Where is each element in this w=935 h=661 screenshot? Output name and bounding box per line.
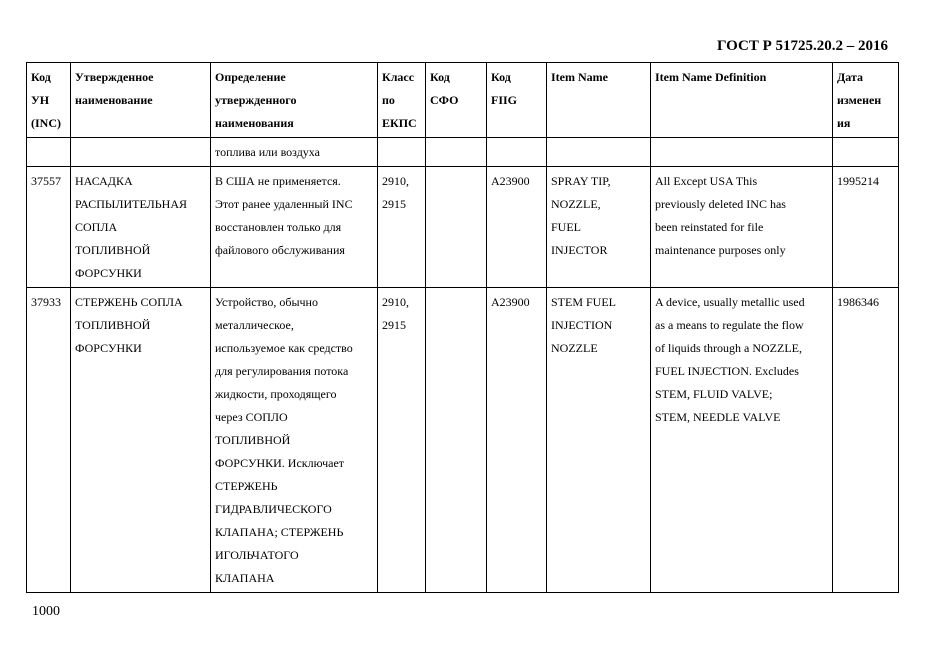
catalog-table: [26, 62, 899, 593]
cell-line: наименование: [75, 93, 153, 107]
cell-line: of liquids through a NOZZLE,: [655, 341, 802, 355]
document-standard-header: ГОСТ Р 51725.20.2 – 2016: [716, 38, 888, 54]
cell-line: СТЕРЖЕНЬ СОПЛА: [75, 295, 183, 309]
cell-ekps-class: [378, 138, 426, 167]
cell-sfo-code: [426, 167, 487, 288]
cell-line: КЛАПАНА: [215, 571, 275, 585]
header-item-name: [547, 63, 651, 138]
header-item-name-definition: [651, 63, 833, 138]
cell-line: STEM FUEL: [551, 295, 617, 309]
header-ekps-class: [378, 63, 426, 138]
cell-name-definition: [211, 167, 378, 288]
cell-line: наименования: [215, 116, 294, 130]
cell-line: FUEL: [551, 220, 581, 234]
cell-line: для регулирования потока: [215, 364, 349, 378]
cell-line: FUEL INJECTION. Excludes: [655, 364, 799, 378]
cell-item-name: [547, 138, 651, 167]
cell-line: 2910,: [382, 295, 409, 309]
table-row: [27, 288, 899, 593]
cell-line: FIIG: [491, 93, 518, 107]
cell-line: Устройство, обычно: [215, 295, 318, 309]
cell-line: Item Name Definition: [655, 70, 767, 84]
header-inc-code: [27, 63, 71, 138]
cell-line: Код: [491, 70, 511, 84]
page-number: 1000: [32, 604, 60, 619]
header-fiig-code: [487, 63, 547, 138]
cell-line: используемое как средство: [215, 341, 353, 355]
cell-line: СОПЛА: [75, 220, 118, 234]
cell-line: ЕКПС: [382, 116, 417, 130]
cell-change-date: [833, 138, 899, 167]
cell-name-definition: [211, 138, 378, 167]
table-row: [27, 167, 899, 288]
cell-line: Этот ранее удаленный INC: [215, 197, 353, 211]
cell-line: Item Name: [551, 70, 608, 84]
cell-item-name: [547, 167, 651, 288]
cell-approved-name: [71, 138, 211, 167]
cell-line: ия: [837, 116, 851, 130]
cell-line: STEM, NEEDLE VALVE: [655, 410, 781, 424]
cell-line: ФОРСУНКИ: [75, 266, 142, 280]
cell-line: металлическое,: [215, 318, 294, 332]
cell-sfo-code: [426, 138, 487, 167]
cell-line: СТЕРЖЕНЬ: [215, 479, 278, 493]
cell-line: NOZZLE,: [551, 197, 601, 211]
cell-line: Класс: [382, 70, 415, 84]
cell-line: 2915: [382, 197, 406, 211]
cell-line: 2915: [382, 318, 406, 332]
cell-line: восстановлен только для: [215, 220, 342, 234]
cell-line: STEM, FLUID VALVE;: [655, 387, 773, 401]
cell-fiig-code: [487, 167, 547, 288]
header-approved-name: [71, 63, 211, 138]
cell-line: РАСПЫЛИТЕЛЬНАЯ: [75, 197, 188, 211]
cell-item-name-definition: [651, 138, 833, 167]
header-sfo-code: [426, 63, 487, 138]
cell-line: жидкости, проходящего: [215, 387, 337, 401]
cell-line: A device, usually metallic used: [655, 295, 805, 309]
cell-line: 37557: [31, 174, 61, 188]
cell-line: изменен: [837, 93, 882, 107]
cell-line: файлового обслуживания: [215, 243, 345, 257]
cell-line: ТОПЛИВНОЙ: [215, 433, 291, 447]
cell-line: Код: [430, 70, 450, 84]
cell-line: ФОРСУНКИ. Исключает: [215, 456, 345, 470]
cell-fiig-code: [487, 138, 547, 167]
cell-line: В США не применяется.: [215, 174, 341, 188]
cell-line: been reinstated for file: [655, 220, 764, 234]
cell-change-date: [833, 288, 899, 593]
cell-line: A23900: [491, 295, 530, 309]
table-row-continuation: [27, 138, 899, 167]
cell-line: Определение: [215, 70, 286, 84]
cell-line: Дата: [837, 70, 863, 84]
cell-line: топлива или воздуха: [215, 145, 320, 159]
cell-line: as a means to regulate the flow: [655, 318, 804, 332]
cell-line: КЛАПАНА; СТЕРЖЕНЬ: [215, 525, 344, 539]
cell-name-definition: [211, 288, 378, 593]
cell-line: A23900: [491, 174, 530, 188]
cell-line: 37933: [31, 295, 61, 309]
cell-line: ГИДРАВЛИЧЕСКОГО: [215, 502, 332, 516]
cell-line: Код: [31, 70, 51, 84]
cell-line: 1995214: [837, 174, 879, 188]
cell-change-date: [833, 167, 899, 288]
cell-line: ИГОЛЬЧАТОГО: [215, 548, 299, 562]
cell-line: НАСАДКА: [75, 174, 133, 188]
table-header-row: [27, 63, 899, 138]
cell-line: previously deleted INC has: [655, 197, 786, 211]
cell-ekps-class: [378, 288, 426, 593]
cell-line: утвержденного: [215, 93, 297, 107]
cell-line: Утвержденное: [75, 70, 154, 84]
cell-inc-code: [27, 288, 71, 593]
cell-item-name: [547, 288, 651, 593]
cell-sfo-code: [426, 288, 487, 593]
cell-line: по: [382, 93, 395, 107]
cell-item-name-definition: [651, 167, 833, 288]
cell-line: СФО: [430, 93, 459, 107]
cell-fiig-code: [487, 288, 547, 593]
cell-line: maintenance purposes only: [655, 243, 786, 257]
cell-line: 2910,: [382, 174, 409, 188]
cell-line: ТОПЛИВНОЙ: [75, 243, 151, 257]
cell-line: SPRAY TIP,: [551, 174, 611, 188]
cell-inc-code: [27, 138, 71, 167]
cell-line: INJECTOR: [551, 243, 608, 257]
header-name-definition: [211, 63, 378, 138]
cell-line: ТОПЛИВНОЙ: [75, 318, 151, 332]
cell-line: (INC): [31, 116, 61, 130]
cell-line: 1986346: [837, 295, 879, 309]
cell-line: INJECTION: [551, 318, 613, 332]
cell-ekps-class: [378, 167, 426, 288]
header-change-date: [833, 63, 899, 138]
cell-approved-name: [71, 288, 211, 593]
cell-item-name-definition: [651, 288, 833, 593]
cell-inc-code: [27, 167, 71, 288]
cell-line: NOZZLE: [551, 341, 598, 355]
cell-line: через СОПЛО: [215, 410, 288, 424]
cell-line: All Except USA This: [655, 174, 758, 188]
cell-line: ФОРСУНКИ: [75, 341, 142, 355]
cell-line: УН: [31, 93, 50, 107]
cell-approved-name: [71, 167, 211, 288]
